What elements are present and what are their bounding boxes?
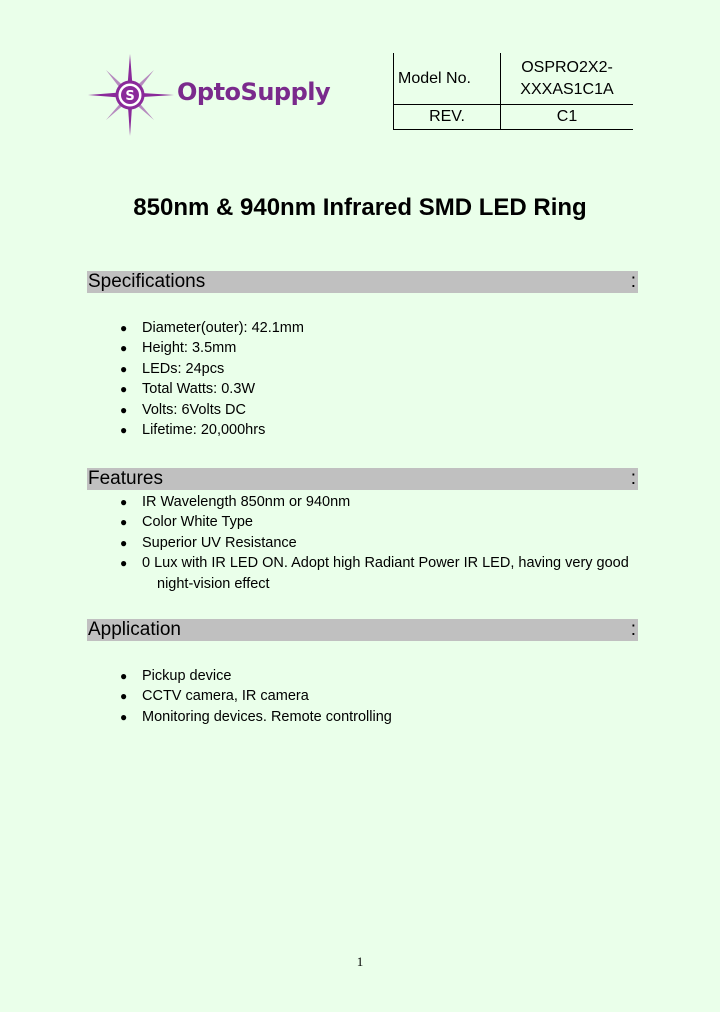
specifications-heading: Specifications: [88, 271, 206, 292]
brand-name: OptoSupply: [177, 78, 331, 106]
model-info-table: [393, 53, 633, 130]
list-item: ● Diameter(outer): 42.1mm: [114, 318, 644, 338]
features-colon: :: [630, 468, 636, 489]
star-logo-icon: [86, 52, 176, 138]
list-item: ● Height: 3.5mm: [114, 338, 644, 358]
model-value: [501, 53, 634, 105]
bullet-icon: ●: [120, 556, 128, 571]
bullet-icon: ●: [120, 515, 128, 530]
bullet-icon: ●: [120, 341, 128, 356]
list-item: ● Superior UV Resistance: [114, 533, 644, 553]
list-item-continuation: night-vision effect: [157, 575, 270, 592]
bullet-icon: ●: [120, 402, 128, 417]
application-list: [114, 666, 644, 727]
list-item: ● Total Watts: 0.3W: [114, 379, 644, 399]
model-label: Model No.: [394, 53, 501, 105]
application-colon: :: [630, 619, 636, 640]
bullet-icon: ●: [120, 495, 128, 509]
bullet-icon: ●: [120, 423, 128, 438]
page-title: 850nm & 940nm Infrared SMD LED Ring: [133, 194, 587, 221]
bullet-icon: ●: [120, 382, 128, 397]
rev-value: C1: [501, 105, 634, 130]
list-item: ● Pickup device: [114, 666, 644, 686]
bullet-icon: ●: [120, 321, 128, 335]
list-item: ● 0 Lux with IR LED ON. Adopt high Radiant Power IR LED, having very good night-vision effect: [114, 553, 644, 594]
list-item: ● Lifetime: 20,000hrs: [114, 420, 644, 440]
brand-logo: [86, 52, 331, 138]
features-list: [114, 492, 644, 594]
list-item: ● Color White Type: [114, 512, 644, 532]
features-heading-bar: [87, 468, 638, 490]
list-item: ● CCTV camera, IR camera: [114, 686, 644, 706]
specifications-colon: :: [630, 271, 636, 292]
features-heading: Features: [88, 468, 163, 489]
model-value-line1: OSPRO2X2-: [521, 58, 613, 76]
list-item: ● Monitoring devices. Remote controlling: [114, 707, 644, 727]
application-heading-bar: [87, 619, 638, 641]
list-item: ● IR Wavelength 850nm or 940nm: [114, 492, 644, 512]
logo-letter: S: [125, 89, 135, 104]
rev-label: REV.: [394, 105, 501, 130]
list-item: ● Volts: 6Volts DC: [114, 400, 644, 420]
bullet-icon: ●: [120, 535, 128, 550]
list-item: ● LEDs: 24pcs: [114, 359, 644, 379]
bullet-icon: ●: [120, 709, 128, 724]
specifications-heading-bar: [87, 271, 638, 293]
bullet-icon: ●: [120, 361, 128, 376]
bullet-icon: ●: [120, 669, 128, 683]
specifications-list: [114, 318, 644, 440]
page-number: 1: [356, 954, 364, 969]
application-heading: Application: [88, 619, 181, 640]
bullet-icon: ●: [120, 689, 128, 704]
model-value-line2: XXXAS1C1A: [520, 80, 614, 98]
